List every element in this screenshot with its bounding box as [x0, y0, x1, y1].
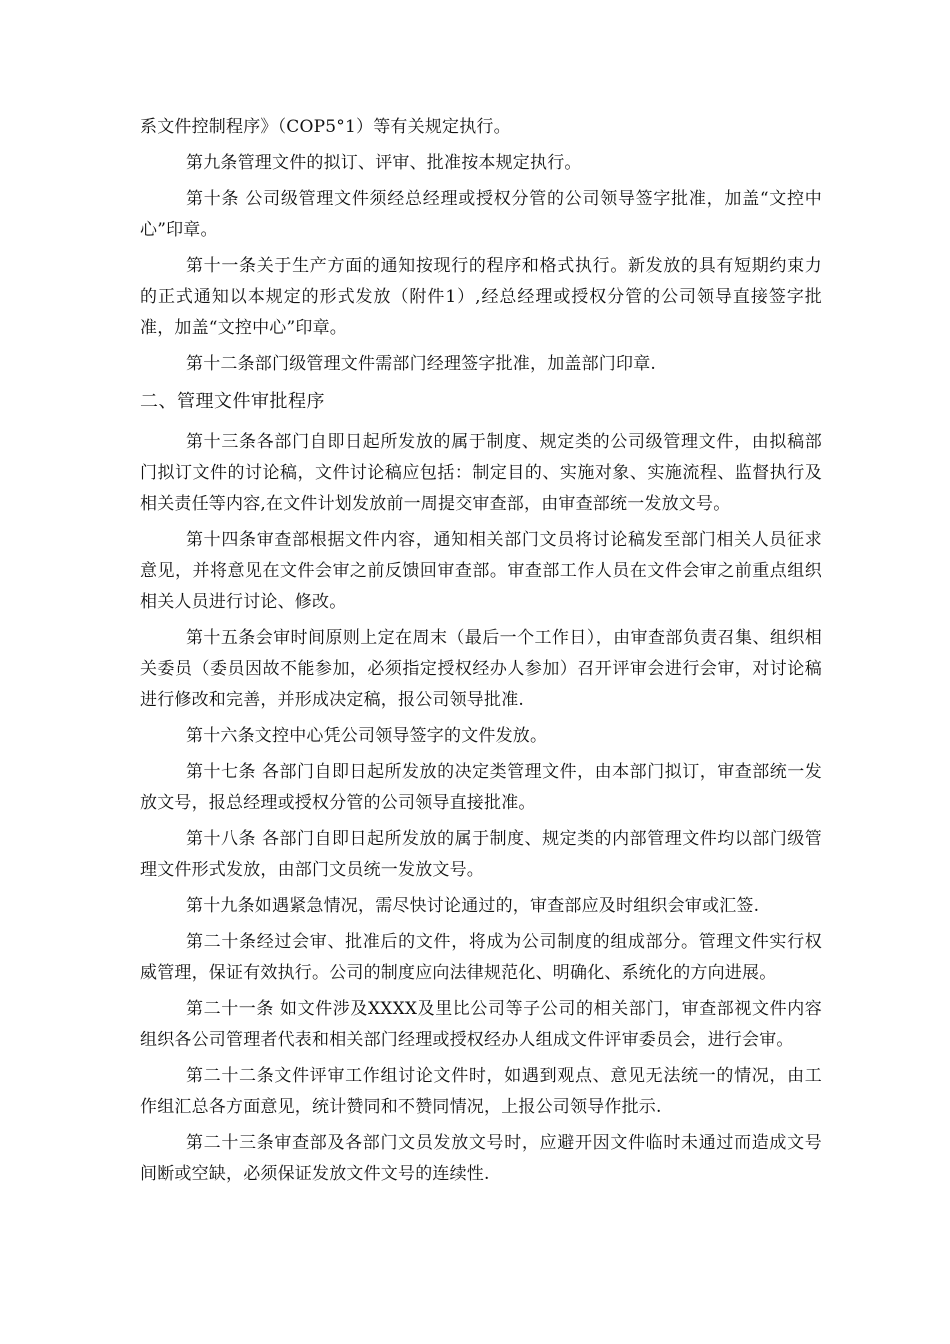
paragraph-article-11: 第十一条关于生产方面的通知按现行的程序和格式执行。新发放的具有短期约束力的正式通知以本规定的形式发放（附件1）,经总经理或授权分管的公司领导直接签字批准，加盖“文控中心”印章。 — [140, 256, 822, 338]
document-body — [140, 112, 822, 1195]
paragraph-article-16: 第十六条文控中心凭公司领导签字的文件发放。 — [186, 726, 548, 746]
paragraph-article-10: 第十条 公司级管理文件须经总经理或授权分管的公司领导签字批准，加盖“文控中心”印章。 — [140, 189, 822, 240]
paragraph-continuation: 系文件控制程序》（COP5°1）等有关规定执行。 — [140, 117, 511, 137]
paragraph-article-12: 第十二条部门级管理文件需部门经理签字批准，加盖部门印章. — [186, 354, 657, 374]
paragraph-article-18: 第十八条 各部门自即日起所发放的属于制度、规定类的内部管理文件均以部门级管理文件形式发放，由部门文员统一发放文号。 — [140, 829, 822, 880]
paragraph-article-17: 第十七条 各部门自即日起所发放的决定类管理文件，由本部门拟订，审查部统一发放文号，报总经理或授权分管的公司领导直接批准。 — [140, 762, 822, 813]
paragraph-article-9: 第九条管理文件的拟订、评审、批准按本规定执行。 — [186, 153, 582, 173]
paragraph-article-22: 第二十二条文件评审工作组讨论文件时，如遇到观点、意见无法统一的情况，由工作组汇总各方面意见，统计赞同和不赞同情况，上报公司领导作批示. — [140, 1066, 822, 1117]
paragraph-article-23: 第二十三条审查部及各部门文员发放文号时，应避开因文件临时未通过而造成文号间断或空缺，必须保证发放文件文号的连续性. — [140, 1133, 822, 1184]
paragraph-article-13: 第十三条各部门自即日起所发放的属于制度、规定类的公司级管理文件，由拟稿部门拟订文件的讨论稿，文件讨论稿应包括：制定目的、实施对象、实施流程、监督执行及相关责任等内容,在文件计划发放前一周提交审查部，由审查部统一发放文号。 — [140, 432, 822, 514]
section-heading: 二、管理文件审批程序 — [140, 391, 325, 412]
paragraph-article-20: 第二十条经过会审、批准后的文件，将成为公司制度的组成部分。管理文件实行权威管理，保证有效执行。公司的制度应向法律规范化、明确化、系统化的方向进展。 — [140, 932, 822, 983]
paragraph-article-19: 第十九条如遇紧急情况，需尽快讨论通过的，审查部应及时组织会审或汇签. — [186, 896, 760, 916]
paragraph-article-15: 第十五条会审时间原则上定在周末（最后一个工作日），由审查部负责召集、组织相关委员（委员因故不能参加，必须指定授权经办人参加）召开评审会进行会审，对讨论稿进行修改和完善，并形成决定稿，报公司领导批准. — [140, 628, 822, 710]
paragraph-article-14: 第十四条审查部根据文件内容，通知相关部门文员将讨论稿发至部门相关人员征求意见，并将意见在文件会审之前反馈回审查部。审查部工作人员在文件会审之前重点组织相关人员进行讨论、修改。 — [140, 530, 822, 612]
paragraph-article-21: 第二十一条 如文件涉及XXXX及里比公司等子公司的相关部门，审查部视文件内容组织各公司管理者代表和相关部门经理或授权经办人组成文件评审委员会，进行会审。 — [140, 999, 822, 1050]
